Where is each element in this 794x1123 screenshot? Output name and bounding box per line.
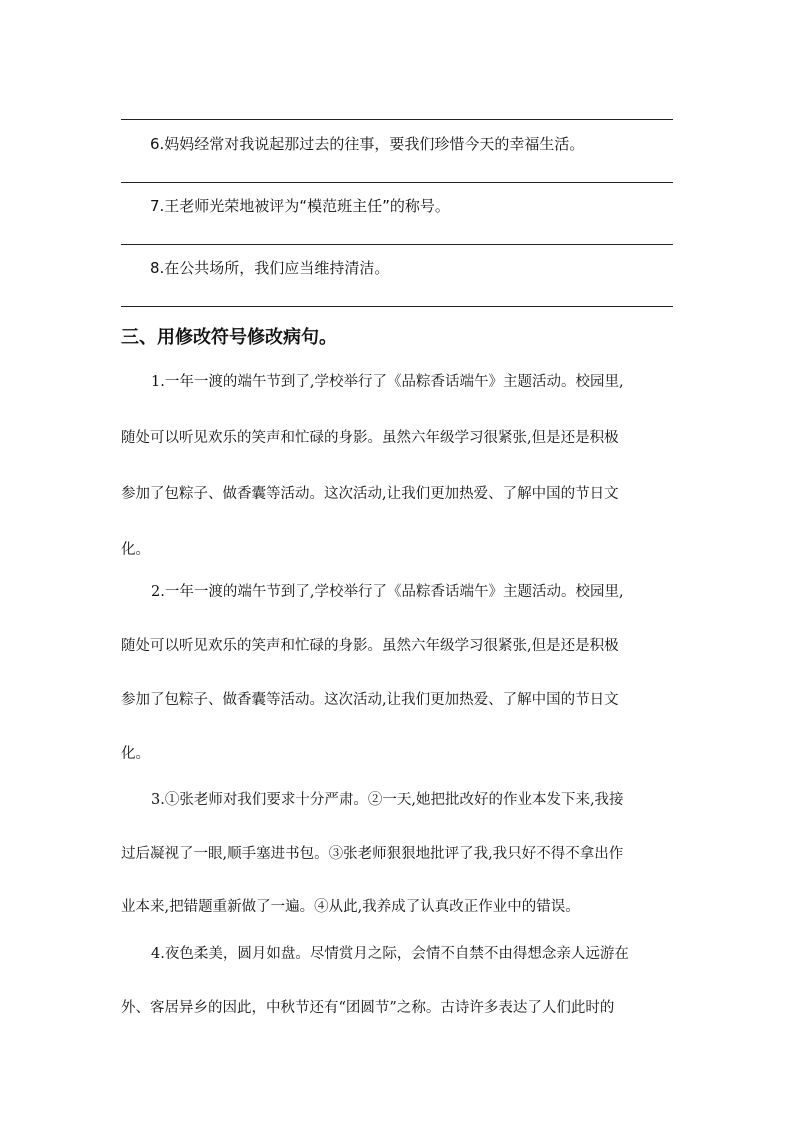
answer-line xyxy=(121,119,673,120)
paragraph-line: 过后凝视了一眼,顺手塞进书包。③张老师狠狠地批评了我,我只好不得不拿出作 xyxy=(121,846,624,862)
paragraph-line: 随处可以听见欢乐的笑声和忙碌的身影。虽然六年级学习很紧张,但是还是积极 xyxy=(121,638,619,654)
paragraph-line: 参加了包粽子、做香囊等活动。这次活动,让我们更加热爱、了解中国的节日文 xyxy=(121,692,619,708)
paragraph-line: 参加了包粽子、做香囊等活动。这次活动,让我们更加热爱、了解中国的节日文 xyxy=(121,486,619,502)
paragraph-line: 外、客居异乡的因此，中秋节还有“团圆节”之称。古诗许多表达了人们此时的 xyxy=(121,1000,615,1016)
paragraph-line: 随处可以听见欢乐的笑声和忙碌的身影。虽然六年级学习很紧张,但是还是积极 xyxy=(121,430,619,446)
answer-line xyxy=(121,182,673,183)
question-6: 6.妈妈经常对我说起那过去的往事，要我们珍惜今天的幸福生活。 xyxy=(150,135,585,153)
paragraph-line: 3.①张老师对我们要求十分严肃。②一天,她把批改好的作业本发下来,我接 xyxy=(151,792,624,808)
paragraph-line: 业本来,把错题重新做了一遍。④从此,我养成了认真改正作业中的错误。 xyxy=(121,899,580,915)
paragraph-line: 化。 xyxy=(121,746,150,762)
paragraph-line: 化。 xyxy=(121,542,150,558)
paragraph-line: 4.夜色柔美，圆月如盘。尽情赏月之际，会情不自禁不由得想念亲人远游在 xyxy=(151,946,629,962)
section-heading: 三、用修改符号修改病句。 xyxy=(121,327,337,348)
answer-line xyxy=(121,244,673,245)
question-7: 7.王老师光荣地被评为“模范班主任”的称号。 xyxy=(150,197,450,215)
paragraph-line: 2.一年一渡的端午节到了,学校举行了《品粽香话端午》主题活动。校园里, xyxy=(151,584,624,600)
paragraph-line: 1.一年一渡的端午节到了,学校举行了《品粽香话端午》主题活动。校园里, xyxy=(151,374,624,390)
question-8: 8.在公共场所，我们应当维持清洁。 xyxy=(150,259,390,277)
answer-line xyxy=(121,306,673,307)
